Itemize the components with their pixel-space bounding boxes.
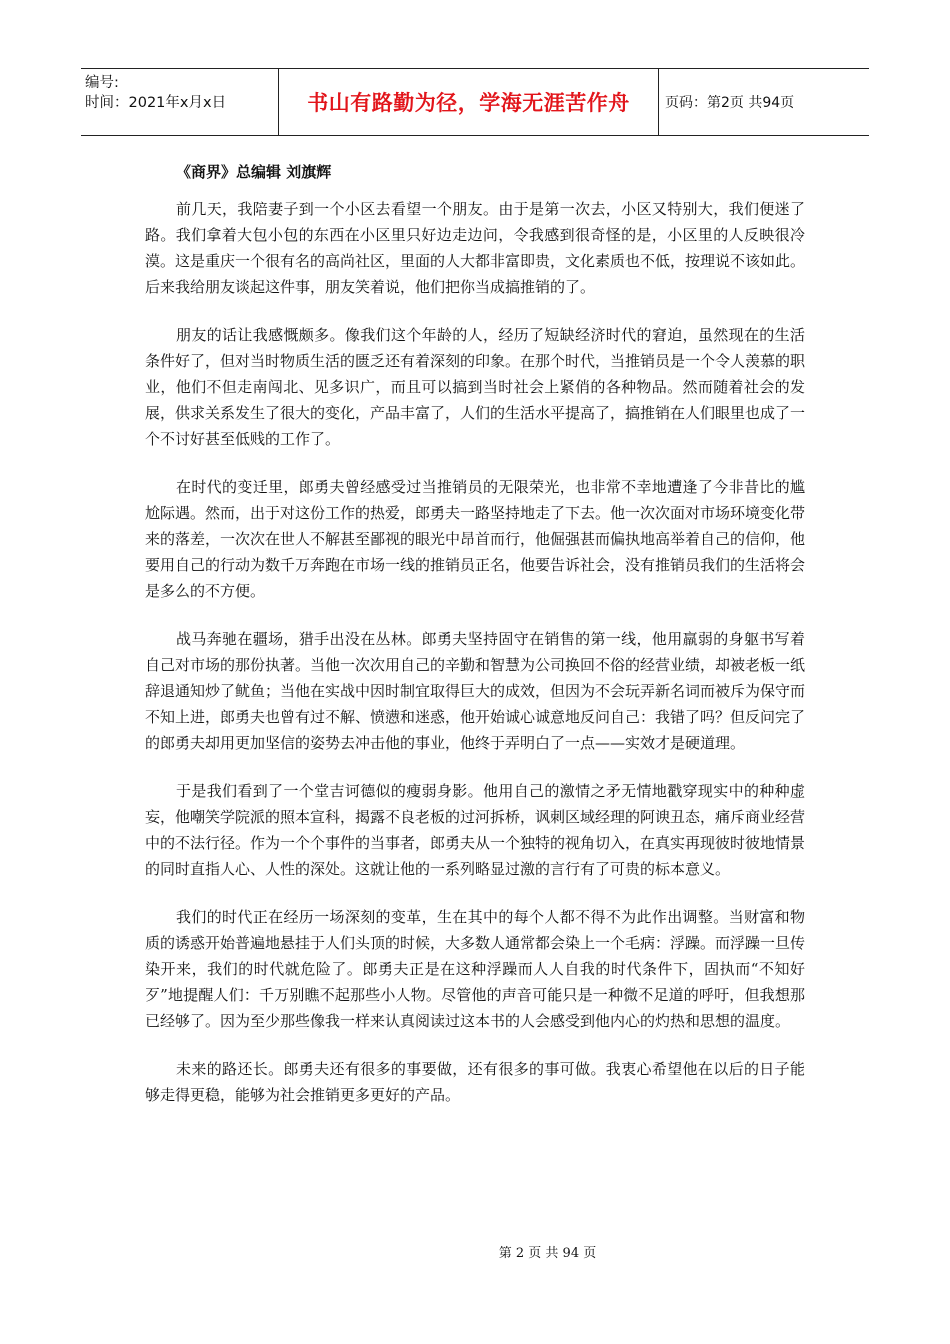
paragraph-5: 于是我们看到了一个堂吉诃德似的瘦弱身影。他用自己的激情之矛无情地戳穿现实中的种种虚妄，他嘲笑学院派的照本宣科，揭露不良老板的过河拆桥，讽刺区域经理的阿谀丑态，痛斥商业经营中的不法行径。作为一个个事件的当事者，郎勇夫从一个独特的视角切入，在真实再现彼时彼地情景的同时直指人心、人性的深处。这就让他的一系列略显过激的言行有了可贵的标本意义。: [145, 782, 806, 878]
paragraph-2: 朋友的话让我感慨颇多。像我们这个年龄的人，经历了短缺经济时代的窘迫，虽然现在的生活条件好了，但对当时物质生活的匮乏还有着深刻的印象。在那个时代，当推销员是一个令人羡慕的职业，他们不但走南闯北、见多识广，而且可以搞到当时社会上紧俏的各种物品。然而随着社会的发展，供求关系发生了很大的变化，产品丰富了，人们的生活水平提高了，搞推销在人们眼里也成了一个不讨好甚至低贱的工作了。: [145, 326, 806, 448]
paragraph-4: 战马奔驰在疆场，猎手出没在丛林。郎勇夫坚持固守在销售的第一线，他用羸弱的身躯书写着自己对市场的那份执著。当他一次次用自己的辛勤和智慧为公司换回不俗的经营业绩，却被老板一纸辞退通知炒了鱿鱼；当他在实战中因时制宜取得巨大的成效，但因为不会玩弄新名词而被斥为保守而不知上进，郎勇夫也曾有过不解、愤懑和迷惑，他开始诚心诚意地反问自己：我错了吗？但反问完了的郎勇夫却用更加坚信的姿势去冲击他的事业，他终于弄明白了一点——实效才是硬道理。: [145, 630, 806, 752]
paragraph-1: 前几天，我陪妻子到一个小区去看望一个朋友。由于是第一次去，小区又特别大，我们便迷了路。我们拿着大包小包的东西在小区里只好边走边问，令我感到很奇怪的是，小区里的人反映很冷漠。这是重庆一个很有名的高尚社区，里面的人大都非富即贵，文化素质也不低，按理说不该如此。后来我给朋友谈起这件事，朋友笑着说，他们把你当成搞推销的了。: [145, 200, 806, 296]
page-footer: 第 2 页 共 94 页: [498, 1246, 597, 1261]
page-header: [81, 68, 869, 136]
article-byline: 《商界》总编辑 刘旗辉: [176, 163, 332, 181]
paragraph-7: 未来的路还长。郎勇夫还有很多的事要做，还有很多的事可做。我衷心希望他在以后的日子能够走得更稳，能够为社会推销更多更好的产品。: [145, 1060, 805, 1104]
number-label: 编号:: [85, 75, 119, 91]
article-body: [145, 158, 805, 1108]
paragraph-6: 我们的时代正在经历一场深刻的变革，生在其中的每个人都不得不为此作出调整。当财富和物质的诱惑开始普遍地悬挂于人们头顶的时候，大多数人通常都会染上一个毛病：浮躁。而浮躁一旦传染开来，我们的时代就危险了。郎勇夫正是在这种浮躁而人人自我的时代条件下，固执而“不知好歹”地提醒人们：千万别瞧不起那些小人物。尽管他的声音可能只是一种微不足道的呼吁，但我想那已经够了。因为至少那些像我一样来认真阅读过这本书的人会感受到他内心的灼热和思想的温度。: [145, 908, 806, 1030]
paragraph-3: 在时代的变迁里，郎勇夫曾经感受过当推销员的无限荣光，也非常不幸地遭逢了今非昔比的尴尬际遇。然而，出于对这份工作的热爱，郎勇夫一路坚持地走了下去。他一次次面对市场环境变化带来的落差，一次次在世人不解甚至鄙视的眼光中昂首而行，他倔强甚而偏执地高举着自己的信仰，他要用自己的行动为数千万奔跑在市场一线的推销员正名，他要告诉社会，没有推销员我们的生活将会是多么的不方便。: [145, 478, 806, 600]
header-motto: 书山有路勤为径，学海无涯苦作舟: [279, 69, 659, 135]
time-label: 时间：2021年x月x日: [85, 95, 227, 111]
header-meta: [81, 69, 279, 135]
header-page-number: 页码：第2页 共94页: [665, 95, 795, 111]
